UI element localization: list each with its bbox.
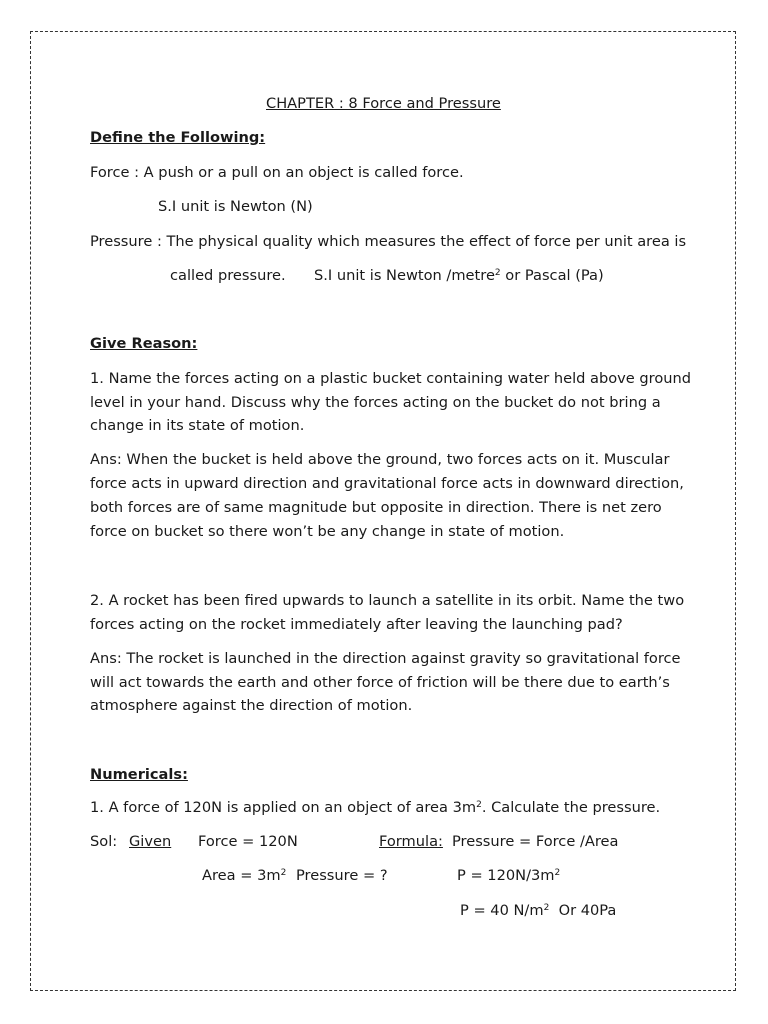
given-label: Given xyxy=(129,833,172,850)
numerical-question-1 xyxy=(90,796,660,820)
answer-1-line: force on bucket so there won’t be any change in state of motion. xyxy=(90,523,565,540)
pressure-unknown: Pressure = ? xyxy=(296,867,388,884)
pressure-calculation xyxy=(457,864,560,888)
area-given xyxy=(202,864,286,888)
answer-1-line: both forces are of same magnitude but opposite in direction. There is net zero xyxy=(90,499,662,516)
area-exponent: 2 xyxy=(476,800,482,810)
pressure-unit-exponent: 2 xyxy=(494,268,501,278)
pressure-calculation-text: P = 120N/3m xyxy=(457,867,555,884)
reason-heading: Give Reason: xyxy=(90,335,198,352)
question-1-line: 1. Name the forces acting on a plastic bucket containing water held above ground xyxy=(90,370,692,387)
numerical-question-text: 1. A force of 120N is applied on an object of area 3m xyxy=(90,799,477,816)
define-heading: Define the Following: xyxy=(90,129,266,146)
numerical-question-suffix: . Calculate the pressure. xyxy=(481,799,661,816)
pressure-result-text: P = 40 N/m xyxy=(460,902,544,919)
pressure-calculation-exponent: 2 xyxy=(554,868,561,878)
numericals-heading: Numericals: xyxy=(90,766,188,783)
formula-label: Formula: xyxy=(379,833,443,850)
force-unit: S.I unit is Newton (N) xyxy=(158,198,313,215)
answer-2-line: Ans: The rocket is launched in the direction against gravity so gravitational force xyxy=(90,650,681,667)
pressure-unit xyxy=(314,264,604,288)
pressure-unit-text: S.I unit is Newton /metre xyxy=(314,267,495,284)
formula-text: Pressure = Force /Area xyxy=(452,833,619,850)
pressure-definition-line-2: called pressure. xyxy=(170,267,286,284)
pressure-result xyxy=(460,899,616,923)
solution-label: Sol: xyxy=(90,833,118,850)
area-given-text: Area = 3m xyxy=(202,867,281,884)
answer-2-line: atmosphere against the direction of motion. xyxy=(90,697,413,714)
force-definition: Force : A push or a pull on an object is called force. xyxy=(90,164,464,181)
page-title: CHAPTER : 8 Force and Pressure xyxy=(266,95,501,112)
answer-1-line: Ans: When the bucket is held above the ground, two forces acts on it. Muscular xyxy=(90,451,670,468)
question-2-line: 2. A rocket has been fired upwards to launch a satellite in its orbit. Name the two xyxy=(90,592,685,609)
answer-2-line: will act towards the earth and other force of friction will be there due to earth’s xyxy=(90,674,670,691)
area-given-exponent: 2 xyxy=(280,868,287,878)
answer-1-line: force acts in upward direction and gravitational force acts in downward direction, xyxy=(90,475,684,492)
question-1-line: level in your hand. Discuss why the forces acting on the bucket do not bring a xyxy=(90,394,661,411)
pressure-result-alt: Or 40Pa xyxy=(558,902,617,919)
question-2-line: forces acting on the rocket immediately after leaving the launching pad? xyxy=(90,616,623,633)
question-1-line: change in its state of motion. xyxy=(90,417,305,434)
pressure-definition-line-1: Pressure : The physical quality which measures the effect of force per unit area is xyxy=(90,233,687,250)
pressure-result-exponent: 2 xyxy=(543,903,550,913)
pressure-unit-suffix: or Pascal (Pa) xyxy=(500,267,604,284)
force-given: Force = 120N xyxy=(198,833,298,850)
